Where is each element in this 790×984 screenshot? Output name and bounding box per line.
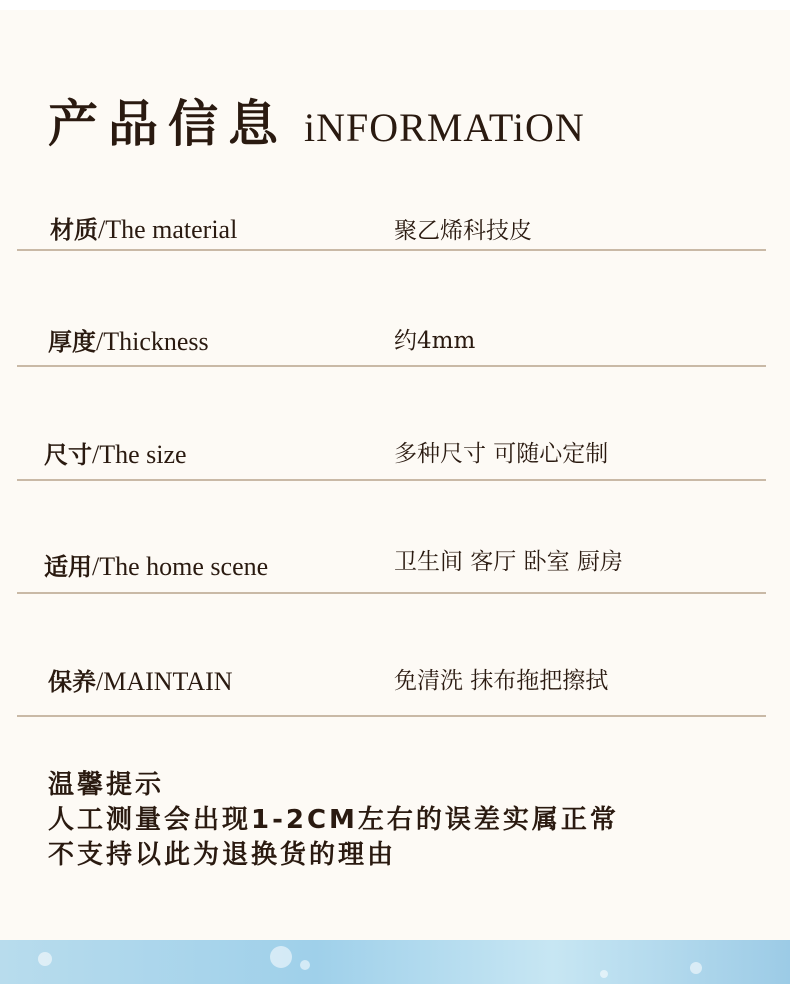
title-chinese: 产品信息: [48, 94, 288, 153]
row-label-en: /The home scene: [92, 552, 269, 581]
row-label-material: [50, 210, 237, 245]
row-value-material: 聚乙烯科技皮: [394, 218, 532, 244]
notice-block: [48, 768, 619, 873]
row-label-thickness: [48, 322, 209, 357]
row-label-en: /Thickness: [96, 327, 209, 356]
row-label-en: /The material: [98, 215, 238, 244]
divider: [17, 592, 766, 594]
row-value-scene: 卫生间 客厅 卧室 厨房: [394, 549, 623, 575]
divider: [17, 249, 766, 251]
notice-line-1: 人工测量会出现1-2CM左右的误差实属正常: [48, 805, 619, 835]
row-label-cn: 尺寸: [44, 440, 92, 469]
section-title: [48, 84, 585, 156]
row-label-size: [44, 435, 187, 470]
divider: [17, 715, 766, 717]
bubble-decoration: [690, 962, 702, 974]
divider: [17, 365, 766, 367]
top-band: [0, 0, 790, 10]
bottom-image-band: [0, 940, 790, 984]
row-label-en: /MAINTAIN: [96, 667, 233, 696]
bubble-decoration: [300, 960, 310, 970]
row-value-maintain: 免清洗 抹布拖把擦拭: [394, 668, 609, 694]
row-label-scene: [44, 547, 268, 582]
row-label-cn: 适用: [44, 552, 92, 581]
row-label-cn: 厚度: [48, 327, 96, 356]
row-value-thickness: 约4mm: [394, 328, 476, 354]
bubble-decoration: [270, 946, 292, 968]
row-label-cn: 保养: [48, 667, 96, 696]
title-english: iNFORMATiON: [304, 105, 585, 150]
row-label-en: /The size: [92, 440, 187, 469]
notice-heading: 温馨提示: [48, 770, 165, 800]
row-label-cn: 材质: [50, 215, 98, 244]
bubble-decoration: [600, 970, 608, 978]
bubble-decoration: [38, 952, 52, 966]
row-label-maintain: [48, 662, 233, 697]
divider: [17, 479, 766, 481]
row-value-size: 多种尺寸 可随心定制: [394, 441, 609, 467]
notice-line-2: 不支持以此为退换货的理由: [48, 840, 397, 870]
